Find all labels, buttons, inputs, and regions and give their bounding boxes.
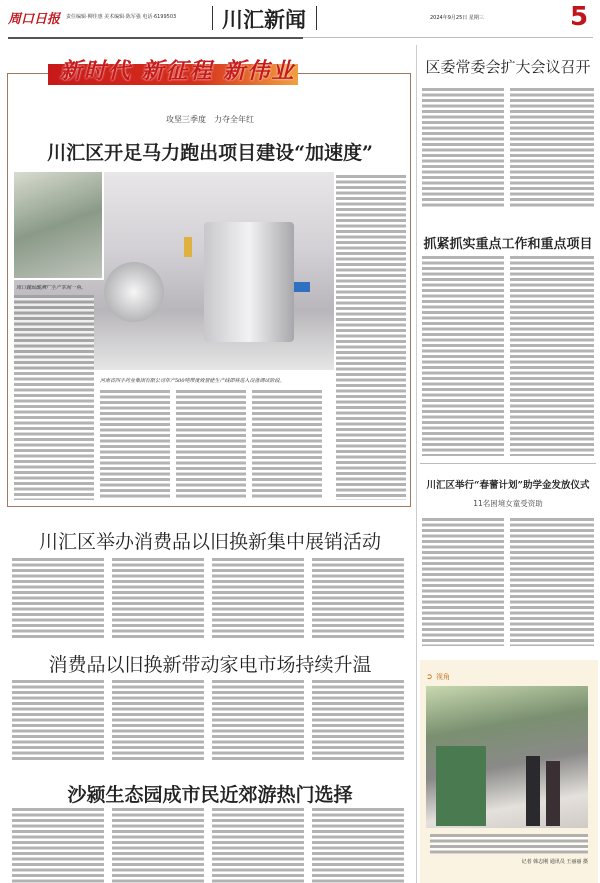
column-divider	[416, 45, 417, 883]
inset-photo	[14, 172, 104, 280]
lead-body-col5	[336, 175, 406, 500]
lead-body-col1	[14, 295, 94, 500]
page-number: 5	[570, 2, 589, 32]
right-story2-col2	[510, 256, 594, 456]
viewpoint-photo	[426, 686, 588, 828]
lead-headline: 川汇区开足马力跑出项目建设“加速度”	[47, 142, 373, 164]
right-story1-headline: 区委常委会扩大会议召开	[425, 58, 591, 76]
person-figure	[546, 761, 560, 826]
story3-col1	[12, 808, 104, 883]
sign-shape	[294, 282, 310, 292]
header-rule-right	[303, 37, 593, 38]
worker-figure	[184, 237, 192, 257]
lead-body-col2	[100, 390, 170, 500]
right-story3-headline: 川汇区举行“春蕾计划”助学金发放仪式	[426, 480, 590, 491]
viewpoint-icon: ➲	[426, 672, 433, 681]
right-story1-col1	[422, 88, 504, 208]
story3-col3	[212, 808, 304, 883]
story1-headline: 川汇区举办消费品以旧换新集中展销活动	[38, 531, 381, 553]
right-story2-headline: 抓紧抓实重点工作和重点项目	[423, 237, 593, 252]
editors-line: 责任编辑·柳佳惠 美术编辑·陈军强 电话·6199503	[66, 14, 177, 20]
photo-caption: 河南省四手药业集团有限公司年产500吨带度致智能生产线即将进入设备调试阶段。	[100, 378, 285, 384]
viewpoint-label: 视角	[436, 673, 450, 681]
person-figure	[526, 756, 540, 826]
right-story3-subhead: 11名困境女童受资助	[473, 499, 543, 508]
right-story3-col2	[510, 518, 594, 646]
story2-col3	[212, 680, 304, 762]
lead-body-col3	[176, 390, 246, 500]
story2-col2	[112, 680, 204, 762]
story3-headline: 沙颍生态园成市民近郊游热门选择	[67, 784, 353, 806]
story3-col4	[312, 808, 404, 883]
right-story3-col1	[422, 518, 504, 646]
header-rule	[8, 37, 303, 39]
lead-body-col4	[252, 390, 322, 500]
issue-date: 2024年9月25日 星期三	[430, 15, 484, 21]
lead-kicker: 攻坚三季度 力夺全年红	[166, 115, 254, 124]
story2-headline: 消费品以旧换新带动家电市场持续升温	[48, 654, 372, 676]
section-title: 川汇新闻	[222, 7, 306, 32]
right-story2-col1	[422, 256, 504, 456]
section-divider-right	[316, 6, 317, 30]
recycling-bin-shape	[436, 746, 486, 826]
story3-col2	[112, 808, 204, 883]
masthead-logo: 周口日报	[8, 12, 61, 27]
inset-caption: 周口魏灿酸酒厂生产车间一角。	[16, 285, 87, 291]
story2-col4	[312, 680, 404, 762]
story1-col4	[312, 558, 404, 640]
viewpoint-caption-text	[430, 834, 588, 854]
section-divider-left	[212, 6, 213, 30]
right-story1-col2	[510, 88, 594, 208]
viewpoint-credit: 记者 韩志刚 通讯员 王丽丽 摄	[521, 859, 588, 865]
story1-col1	[12, 558, 104, 640]
slogan-text: 新时代 新征程 新伟业	[60, 58, 296, 84]
story2-col1	[12, 680, 104, 762]
vessel-shape	[104, 262, 164, 322]
story1-col3	[212, 558, 304, 640]
tank-shape	[204, 222, 294, 342]
right-rule	[420, 463, 596, 464]
story1-col2	[112, 558, 204, 640]
